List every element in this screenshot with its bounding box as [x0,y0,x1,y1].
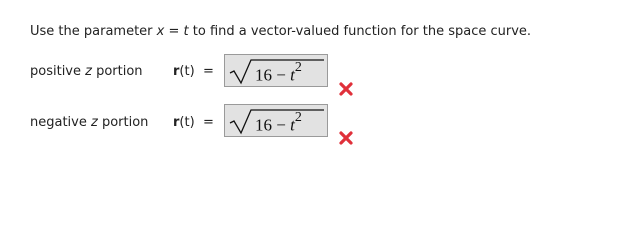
prompt-text-post: to find a vector-valued function for the space curve. [188,24,532,39]
incorrect-x-icon [339,82,353,96]
prompt-var-x: x [156,24,165,39]
positive-answer-field[interactable] [224,54,328,87]
positive-z-portion-label: positive z portion [30,64,143,79]
negative-r-of-t-label: r(t) = [173,115,214,130]
prompt-text-eq: = [164,24,184,39]
negative-answer-field[interactable] [224,104,328,137]
negative-z-portion-label: negative z portion [30,115,149,130]
question-prompt [30,24,531,39]
prompt-var-t: t [183,24,189,39]
positive-answer-expression: $16 - t^2$ [255,60,302,85]
negative-answer-expression: $16 - t^2$ [255,110,302,135]
prompt-text-pre: Use the parameter [30,24,157,39]
incorrect-x-icon [339,131,353,145]
positive-r-of-t-label: r(t) = [173,64,214,79]
